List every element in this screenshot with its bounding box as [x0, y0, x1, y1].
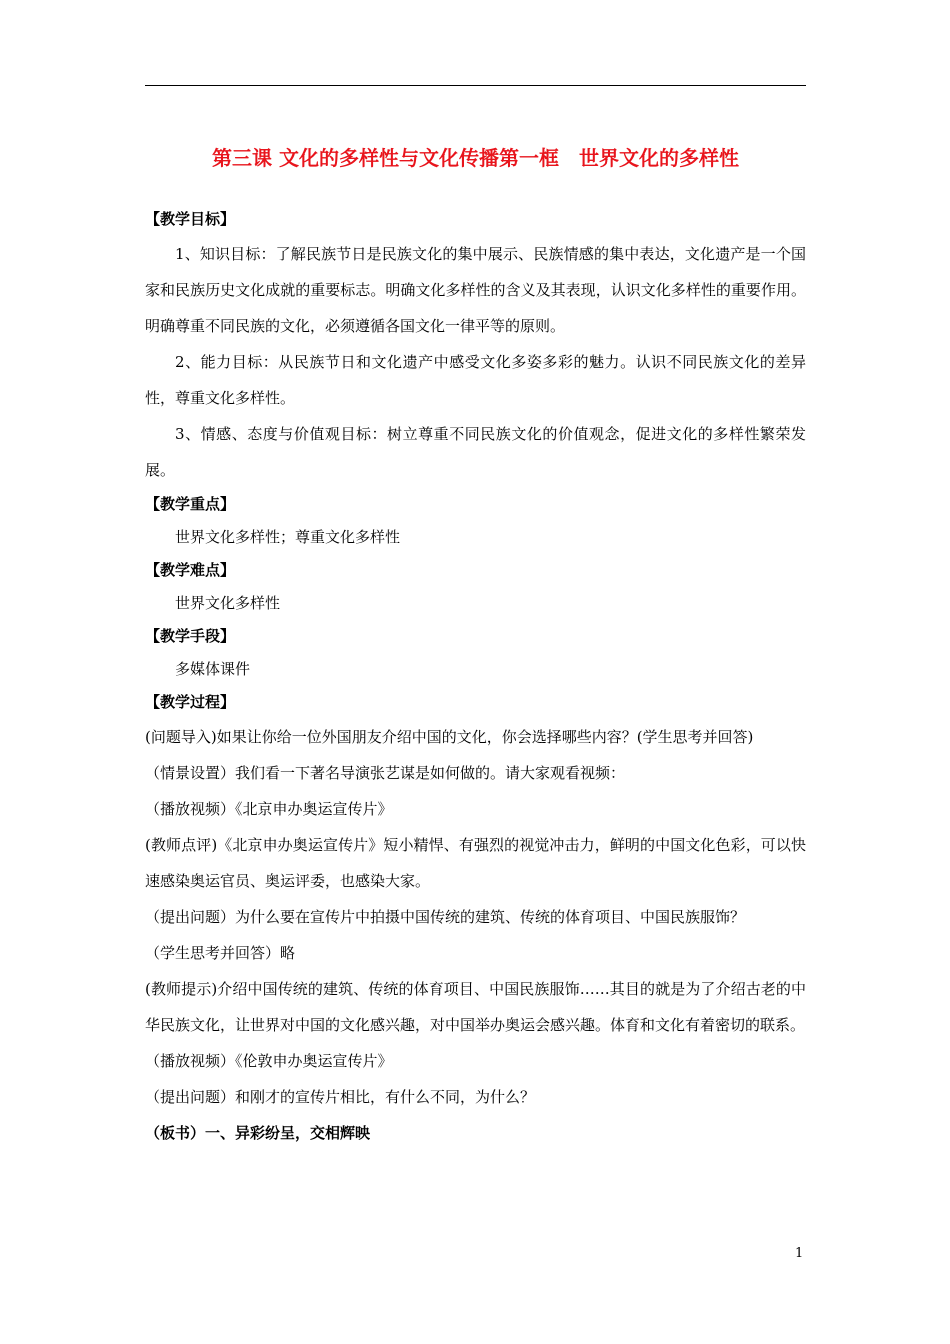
goals-heading: 【教学目标】	[145, 210, 236, 228]
header-rule	[145, 85, 806, 86]
goal-knowledge: 1、知识目标：了解民族节日是民族文化的集中展示、民族情感的集中表达，文化遗产是一个国家和民族历史文化成就的重要标志。明确文化多样性的含义及其表现，认识文化多样性的重要作用。明确尊重不同民族的文化，必须遵循各国文化一律平等的原则。	[145, 245, 806, 335]
page-number: 1	[795, 1246, 804, 1261]
goal-emotion: 3、情感、态度与价值观目标：树立尊重不同民族文化的价值观念，促进文化的多样性繁荣发展。	[145, 425, 806, 479]
process-line: （情景设置）我们看一下著名导演张艺谋是如何做的。请大家观看视频：	[145, 764, 626, 782]
process-line: （播放视频）《北京申办奥运宣传片》	[145, 800, 393, 818]
process-heading: 【教学过程】	[145, 693, 236, 711]
process-line: （提出问题）和刚才的宣传片相比，有什么不同，为什么？	[145, 1088, 536, 1106]
difficulties-heading: 【教学难点】	[145, 561, 236, 579]
document-body	[145, 203, 806, 1151]
process-line: （学生思考并回答）略	[145, 944, 296, 962]
means-text: 多媒体课件	[175, 660, 251, 678]
process-line: (问题导入)如果让你给一位外国朋友介绍中国的文化，你会选择哪些内容？(学生思考并回答)	[145, 728, 754, 746]
process-line: （提出问题）为什么要在宣传片中拍摄中国传统的建筑、传统的体育项目、中国民族服饰？	[145, 908, 746, 926]
board-note: （板书）一、异彩纷呈，交相辉映	[145, 1124, 371, 1142]
goal-ability: 2、能力目标：从民族节日和文化遗产中感受文化多姿多彩的魅力。认识不同民族文化的差异性，尊重文化多样性。	[145, 353, 806, 407]
document-title: 第三课 文化的多样性与文化传播第一框 世界文化的多样性	[212, 146, 739, 170]
key-points-heading: 【教学重点】	[145, 495, 236, 513]
process-line: (教师提示)介绍中国传统的建筑、传统的体育项目、中国民族服饰……其目的就是为了介绍古老的中华民族文化，让世界对中国的文化感兴趣，对中国举办奥运会感兴趣。体育和文化有着密切的联系。	[145, 980, 806, 1034]
means-heading: 【教学手段】	[145, 627, 236, 645]
difficulties-text: 世界文化多样性	[175, 594, 281, 612]
process-line: (教师点评)《北京申办奥运宣传片》短小精悍、有强烈的视觉冲击力，鲜明的中国文化色彩，可以快速感染奥运官员、奥运评委，也感染大家。	[145, 836, 806, 890]
key-points-text: 世界文化多样性；尊重文化多样性	[175, 528, 401, 546]
process-line: （播放视频）《伦敦申办奥运宣传片》	[145, 1052, 393, 1070]
